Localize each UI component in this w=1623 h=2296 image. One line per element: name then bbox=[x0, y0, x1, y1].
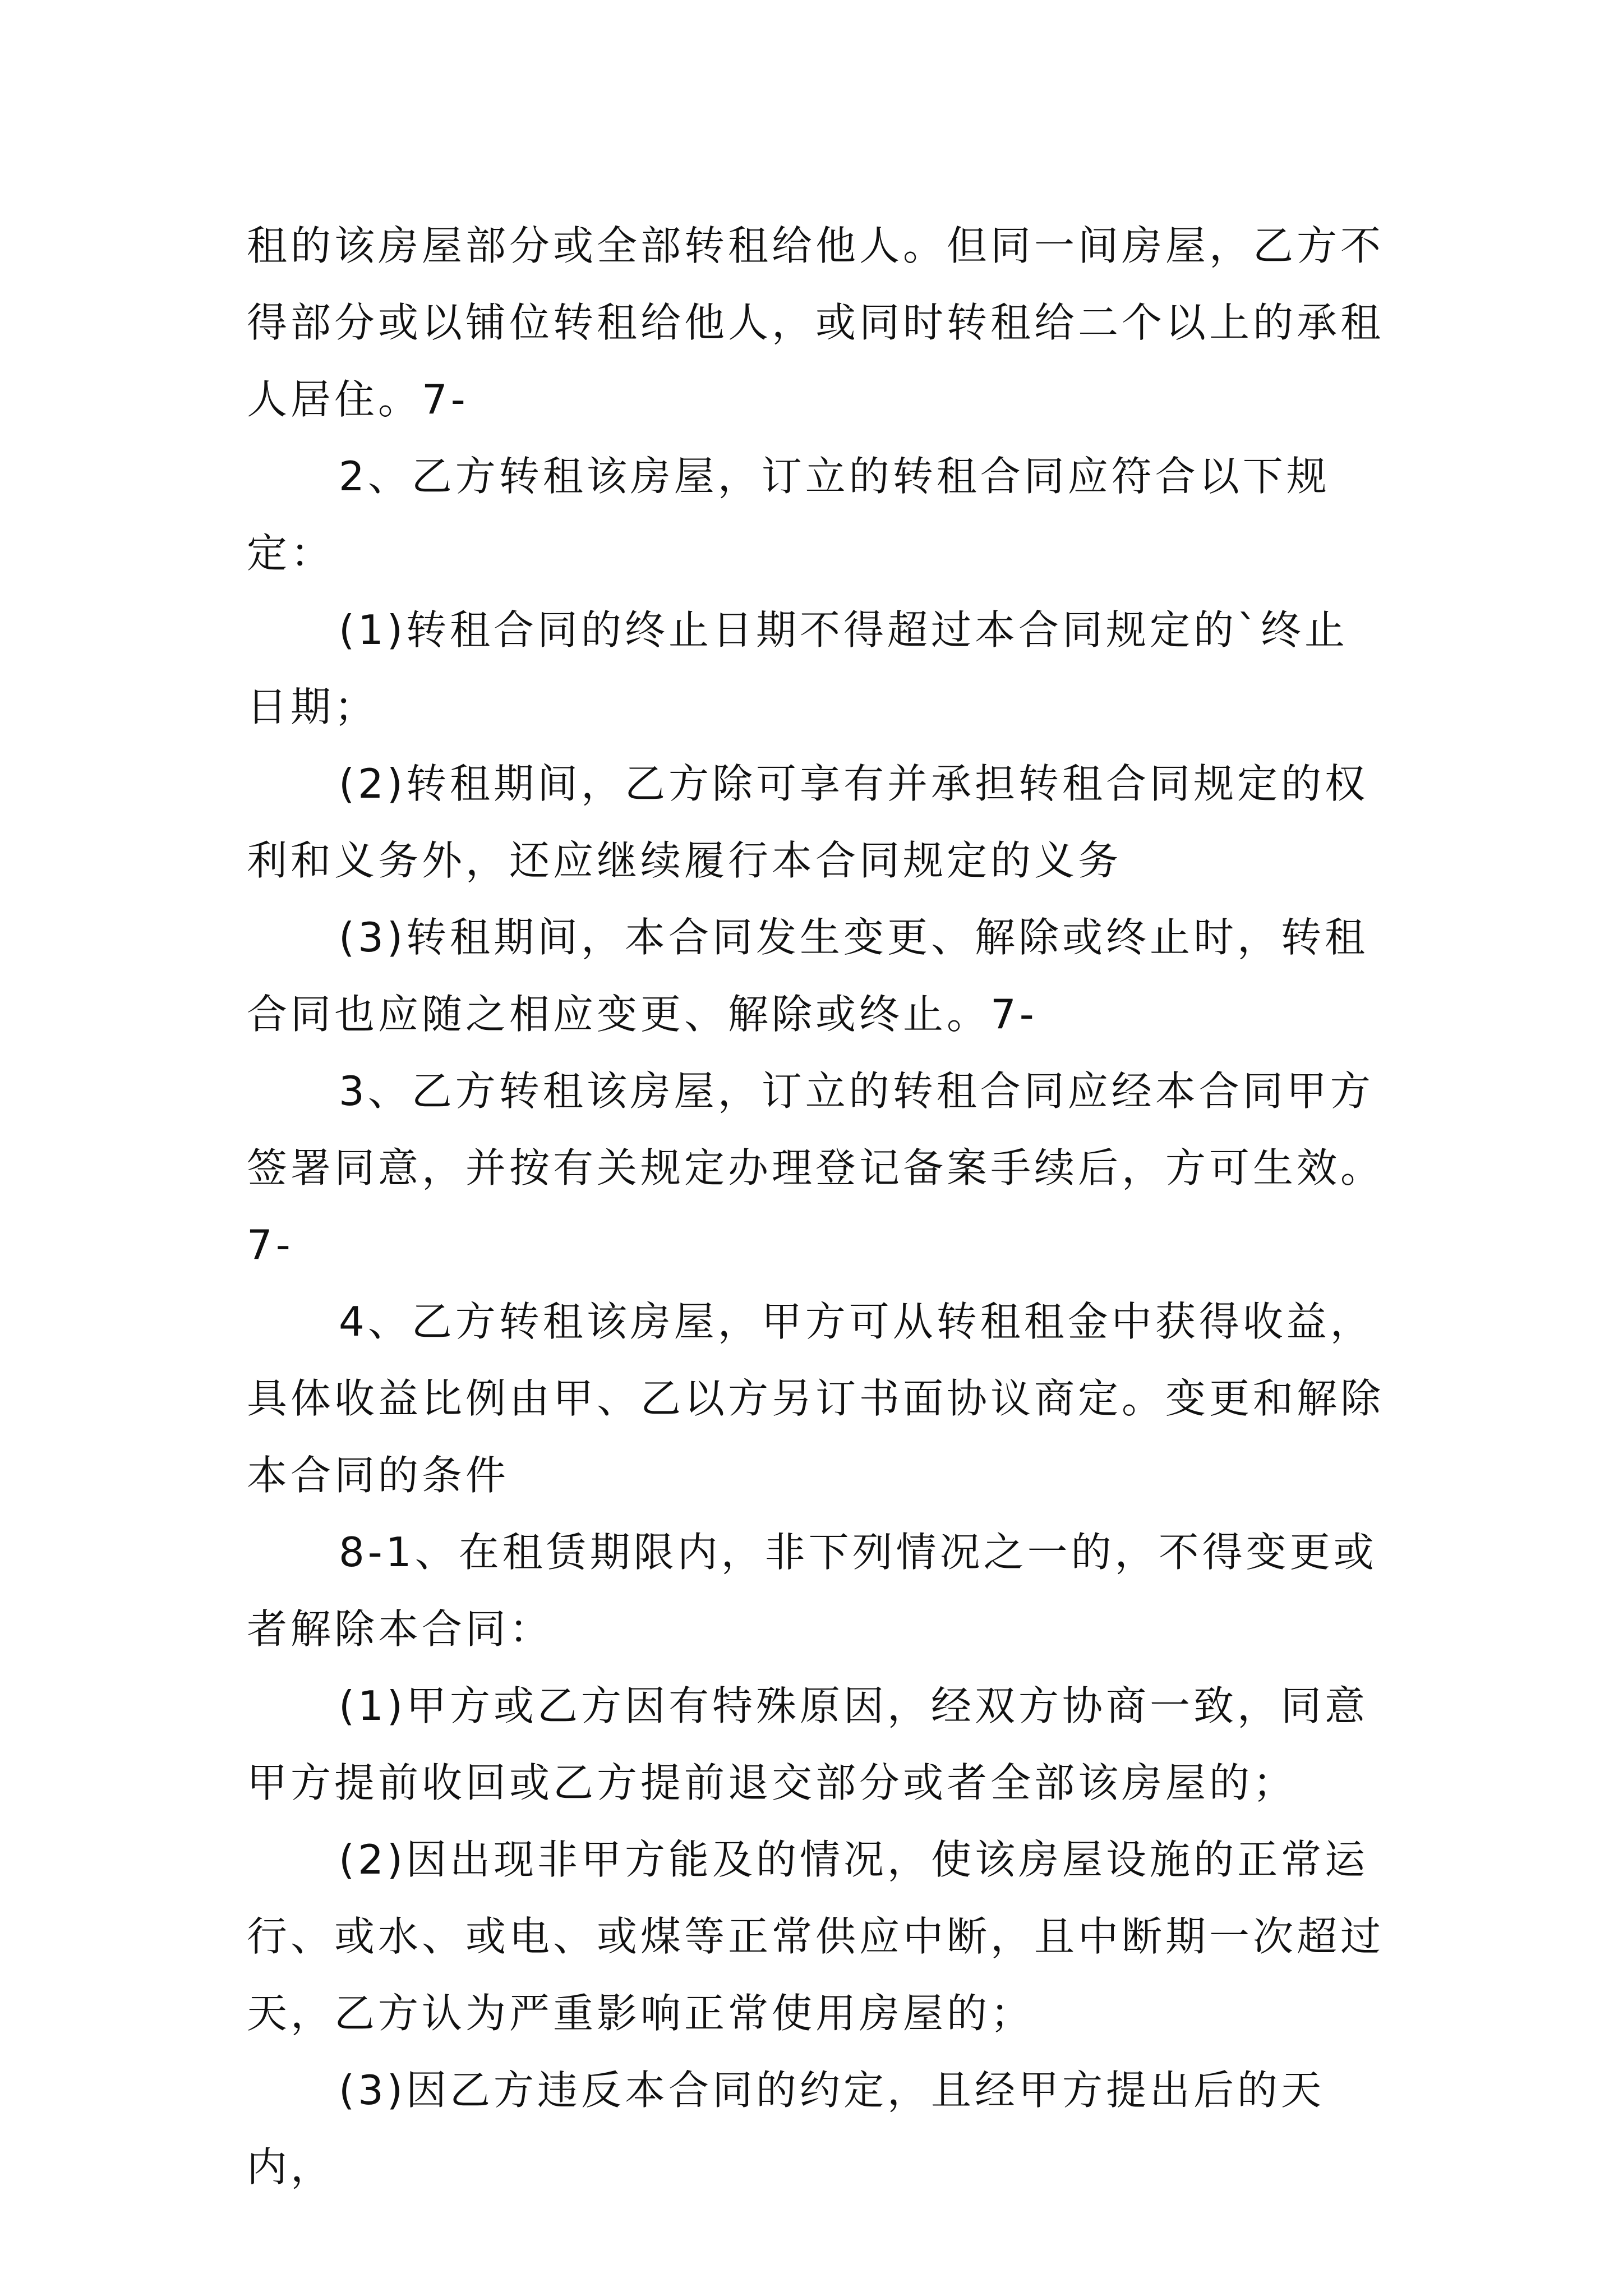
paragraph-clause-8-1-item-3: (3)因乙方违反本合同的约定，且经甲方提出后的天内， bbox=[247, 2067, 1325, 2191]
contract-text-body bbox=[247, 208, 1385, 2206]
paragraph-clause-8-1-item-2: (2)因出现非甲方能及的情况，使该房屋设施的正常运行、或水、或电、或煤等正常供应中断，且中断期一次超过天，乙方认为严重影响正常使用房屋的； bbox=[247, 1836, 1385, 2037]
paragraph-sublease-restriction: 租的该房屋部分或全部转租给他人。但同一间房屋，乙方不得部分或以铺位转租给他人，或同时转租给二个以上的承租人居住。7- bbox=[247, 222, 1385, 423]
paragraph-clause-8-1: 8-1、在租赁期限内，非下列情况之一的，不得变更或者解除本合同： bbox=[247, 1529, 1377, 1653]
paragraph-clause-4: 4、乙方转租该房屋，甲方可从转租租金中获得收益，具体收益比例由甲、乙以方另订书面协议商定。变更和解除本合同的条件 bbox=[247, 1298, 1385, 1499]
paragraph-clause-8-1-item-1: (1)甲方或乙方因有特殊原因，经双方协商一致，同意甲方提前收回或乙方提前退交部分或者全部该房屋的； bbox=[247, 1682, 1368, 1806]
paragraph-clause-2-item-3: (3)转租期间，本合同发生变更、解除或终止时，转租合同也应随之相应变更、解除或终止。7- bbox=[247, 914, 1368, 1038]
paragraph-clause-2-item-1: (1)转租合同的终止日期不得超过本合同规定的`终止日期； bbox=[247, 606, 1348, 730]
paragraph-clause-3: 3、乙方转租该房屋，订立的转租合同应经本合同甲方签署同意，并按有关规定办理登记备案手续后，方可生效。7- bbox=[247, 1068, 1385, 1268]
paragraph-clause-2: 2、乙方转租该房屋，订立的转租合同应符合以下规定： bbox=[247, 453, 1330, 577]
paragraph-clause-2-item-2: (2)转租期间，乙方除可享有并承担转租合同规定的权利和义务外，还应继续履行本合同规定的义务 bbox=[247, 760, 1368, 884]
